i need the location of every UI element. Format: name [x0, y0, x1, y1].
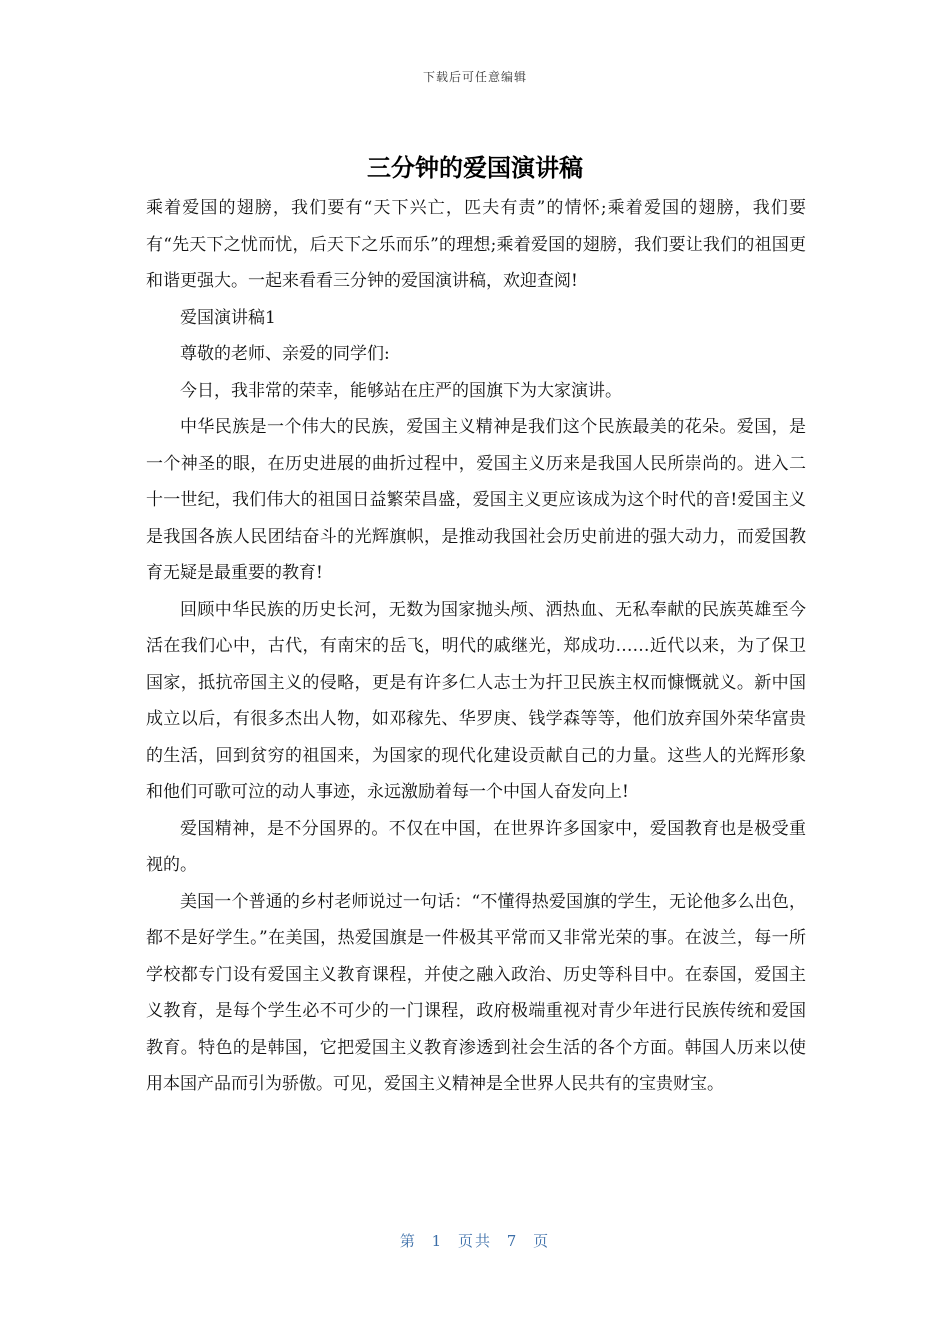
body-paragraph-nation: 中华民族是一个伟大的民族，爱国主义精神是我们这个民族最美的花朵。爱国，是一个神圣的眼，在历史进展的曲折过程中，爱国主义历来是我国人民所崇尚的。进入二十一世纪，我们伟大的祖国日益繁荣昌盛，爱国主义更应该成为这个时代的音!爱国主义是我国各族人民团结奋斗的光辉旗帜，是推动我国社会历史前进的强大动力，而爱国教育无疑是最重要的教育!: [146, 417, 806, 583]
header-note: 下载后可任意编辑: [422, 70, 527, 84]
opening-paragraph: 今日，我非常的荣幸，能够站在庄严的国旗下为大家演讲。: [180, 380, 622, 401]
document-title: 三分钟的爱国演讲稿: [367, 154, 583, 182]
salutation-paragraph: 尊敬的老师、亲爱的同学们:: [180, 344, 390, 364]
section-heading: 爱国演讲稿1: [180, 307, 276, 328]
intro-paragraph: 乘着爱国的翅膀，我们要有“天下兴亡，匹夫有责”的情怀;乘着爱国的翅膀，我们要有“先天下之忧而忧，后天下之乐而乐”的理想;乘着爱国的翅膀，我们要让我们的祖国更和谐更强大。一起来看看三分钟的爱国演讲稿，欢迎查阅!: [146, 198, 806, 291]
body-paragraph-world: 美国一个普通的乡村老师说过一句话：“不懂得热爱国旗的学生，无论他多么出色，都不是好学生。”在美国，热爱国旗是一件极其平常而又非常光荣的事。在波兰，每一所学校都专门设有爱国主义教育课程，并使之融入政治、历史等科目中。在泰国，爱国主义教育，是每个学生必不可少的一门课程，政府极端重视对青少年进行民族传统和爱国教育。特色的是韩国，它把爱国主义教育渗透到社会生活的各个方面。韩国人历来以使用本国产品而引为骄傲。可见，爱国主义精神是全世界人民共有的宝贵财宝。: [146, 891, 806, 1094]
document-body: [146, 190, 806, 1103]
body-paragraph-history: 回顾中华民族的历史长河，无数为国家抛头颅、洒热血、无私奉献的民族英雄至今活在我们心中，古代，有南宋的岳飞，明代的戚继光，郑成功……近代以来，为了保卫国家，抵抗帝国主义的侵略，更是有许多仁人志士为扞卫民族主权而慷慨就义。新中国成立以后，有很多杰出人物，如邓稼先、华罗庚、钱学森等等，他们放弃国外荣华富贵的生活，回到贫穷的祖国来，为国家的现代化建设贡献自己的力量。这些人的光辉形象和他们可歌可泣的动人事迹，永远激励着每一个中国人奋发向上!: [146, 599, 806, 802]
page-indicator: 第 1 页共 7 页: [399, 1232, 551, 1250]
body-paragraph-borders: 爱国精神，是不分国界的。不仅在中国，在世界许多国家中，爱国教育也是极受重视的。: [146, 818, 806, 875]
